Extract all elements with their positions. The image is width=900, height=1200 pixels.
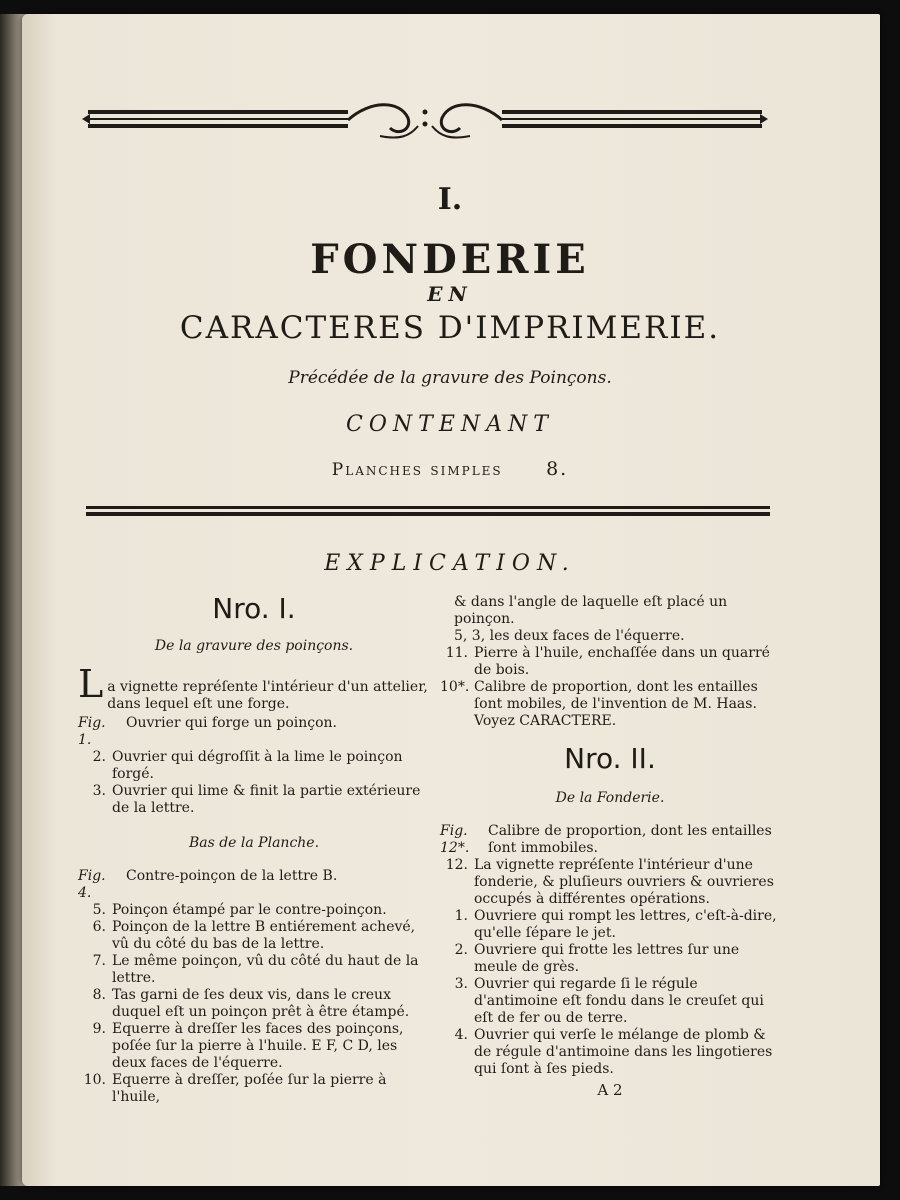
list-item xyxy=(440,908,780,942)
list-item xyxy=(78,868,430,902)
right-column xyxy=(440,594,780,1099)
dropcap: L xyxy=(78,662,104,706)
section-numeral: I. xyxy=(437,182,463,217)
nro-1-heading: Nro. I. xyxy=(212,592,296,625)
item-text: Pierre à l'huile, enchaſſée dans un quarré de bois. xyxy=(474,645,770,678)
list-item xyxy=(440,976,780,1027)
item-number: 3. xyxy=(92,783,106,799)
item-number: Fig. 12*. xyxy=(440,823,470,856)
planches-label: Planches simples xyxy=(331,460,503,480)
sub-heading-gravure: De la gravure des poinçons. xyxy=(154,638,354,654)
list-item xyxy=(78,1021,430,1072)
item-text: Tas garni de ſes deux vis, dans le creux duquel eſt un poinçon prêt à être étampé. xyxy=(112,987,410,1020)
item-text: Ouvrier qui lime & finit la partie extérieure de la lettre. xyxy=(112,783,421,816)
item-number: 10. xyxy=(83,1072,106,1088)
item-text: Equerre à dreſſer les faces des poinçons, poſée ſur la pierre à l'huile. E F, C D, les deux faces de l'équerre. xyxy=(112,1021,404,1071)
item-number: 8. xyxy=(92,987,106,1003)
sub-heading-bas: Bas de la Planche. xyxy=(188,835,320,851)
item-text: Le même poinçon, vû du côté du haut de la lettre. xyxy=(112,953,419,986)
title-caracteres: CARACTERES D'IMPRIMERIE. xyxy=(179,310,721,346)
list-item xyxy=(78,902,430,919)
item-number: Fig. 4. xyxy=(78,868,106,901)
subtitle: Précédée de la gravure des Poinçons. xyxy=(288,368,612,388)
continued-text-1: & dans l'angle de laquelle eſt placé un poinçon. xyxy=(454,594,728,627)
list-item xyxy=(440,1027,780,1078)
explication-heading: EXPLICATION. xyxy=(324,551,576,576)
right-items xyxy=(440,823,780,1078)
list-item xyxy=(440,857,780,908)
item-number: 5. xyxy=(92,902,106,918)
divider-rule-bottom xyxy=(86,512,770,516)
item-number: Fig. 1. xyxy=(78,715,106,748)
sub-heading-fonderie: De la Fonderie. xyxy=(555,790,665,806)
item-text: Contre-poinçon de la lettre B. xyxy=(126,868,338,884)
item-text: Ouvrier qui regarde ſi le régule d'antimoine eſt fondu dans le creuſet qui eſt de fer ou de terre. xyxy=(474,976,764,1026)
intro-paragraph: L a vignette repréſente l'intérieur d'un attelier, dans lequel eſt une forge. xyxy=(78,662,428,712)
list-item xyxy=(440,679,780,730)
title-fonderie: FONDERIE xyxy=(310,236,590,283)
header-ornament-icon xyxy=(80,96,770,144)
right-items-0 xyxy=(440,645,780,730)
item-number: 6. xyxy=(92,919,106,935)
list-item xyxy=(78,953,430,987)
planches-line xyxy=(0,458,900,480)
item-text: Poinçon étampé par le contre-poinçon. xyxy=(112,902,387,918)
item-number: 11. xyxy=(445,645,468,661)
planches-count: 8. xyxy=(546,458,569,480)
left-items-1 xyxy=(78,715,430,817)
item-number: 12. xyxy=(445,857,468,873)
list-item xyxy=(78,749,430,783)
left-column xyxy=(78,592,430,1106)
item-number: 9. xyxy=(92,1021,106,1037)
list-item xyxy=(78,919,430,953)
left-items-2 xyxy=(78,868,430,1106)
item-number: 3. xyxy=(454,976,468,992)
list-item xyxy=(78,783,430,817)
item-text: Equerre à dreſſer, poſée ſur la pierre à l'huile, xyxy=(112,1072,387,1105)
item-text: Calibre de proportion, dont les entailles ſont mobiles, de l'invention de M. Haas. Voyez CARACTERE. xyxy=(474,679,758,729)
item-number: 2. xyxy=(92,749,106,765)
nro-2-heading: Nro. II. xyxy=(564,742,656,775)
item-text: La vignette repréſente l'intérieur d'une fonderie, & pluſieurs ouvriers & ouvrieres occupés à différentes opérations. xyxy=(474,857,774,907)
list-item xyxy=(440,942,780,976)
contenant-label: CONTENANT xyxy=(346,412,554,437)
list-item xyxy=(440,823,780,857)
title-en: EN xyxy=(427,282,473,306)
item-text: Ouvrier qui forge un poinçon. xyxy=(126,715,338,731)
signature-mark: A 2 xyxy=(597,1081,623,1099)
list-item xyxy=(78,987,430,1021)
item-text: Ouvrier qui verſe le mélange de plomb & de régule d'antimoine dans les lingotieres qui ſont à ſes pieds. xyxy=(474,1027,773,1077)
list-item xyxy=(440,645,780,679)
item-text: Poinçon de la lettre B entiérement achevé, vû du côté du bas de la lettre. xyxy=(112,919,416,952)
item-number: 7. xyxy=(92,953,106,969)
list-item xyxy=(78,1072,430,1106)
item-text: Calibre de proportion, dont les entailles ſont immobiles. xyxy=(488,823,772,856)
item-text: Ouvriere qui rompt les lettres, c'eſt-à-dire, qu'elle ſépare le jet. xyxy=(474,908,777,941)
continued-text-2: 5, 3, les deux faces de l'équerre. xyxy=(454,628,685,644)
item-text: Ouvriere qui frotte les lettres ſur une meule de grès. xyxy=(474,942,740,975)
item-text: Ouvrier qui dégroſſit à la lime le poinçon forgé. xyxy=(112,749,403,782)
divider-rule-top xyxy=(86,506,770,509)
list-item xyxy=(78,715,430,749)
item-number: 2. xyxy=(454,942,468,958)
item-number: 10*. xyxy=(440,679,470,695)
item-number: 1. xyxy=(454,908,468,924)
item-number: 4. xyxy=(454,1027,468,1043)
